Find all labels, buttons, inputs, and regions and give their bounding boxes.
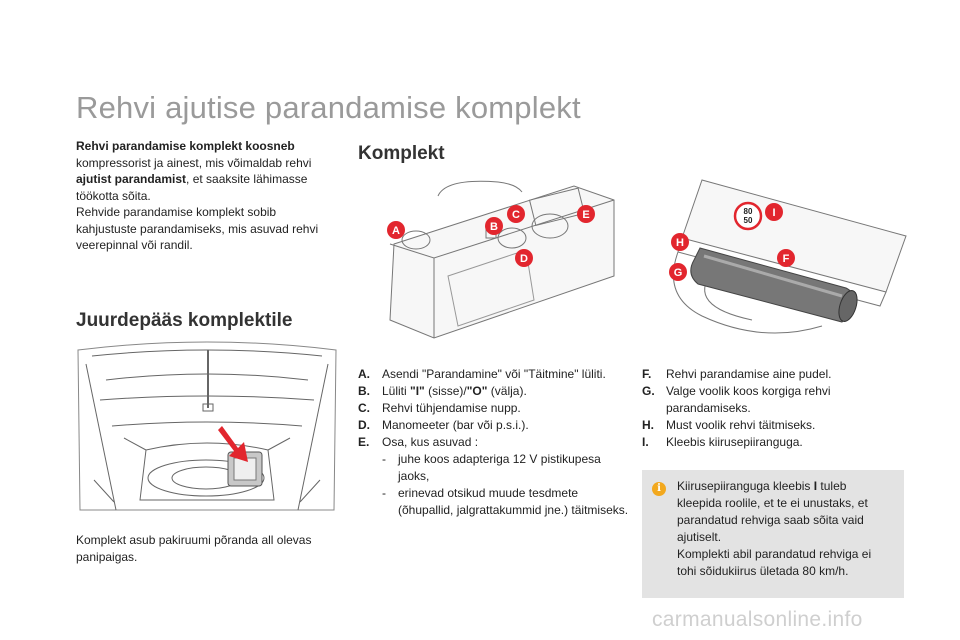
watermark: carmanualsonline.info <box>652 608 863 631</box>
legend-item-e: E. Osa, kus asuvad : <box>358 435 479 449</box>
legend-item-d: D. Manomeeter (bar või p.s.i.). <box>358 418 529 432</box>
bottle-callout-H <box>671 233 689 251</box>
legend-item-i: I. Kleebis kiirusepiiranguga. <box>642 435 803 449</box>
svg-text:F: F <box>782 253 790 265</box>
svg-text:I: I <box>772 207 776 219</box>
legend-subitem: - juhe koos adapteriga 12 V pistikupesa jaoks, <box>382 452 601 483</box>
access-heading: Juurdepääs komplektile <box>76 310 293 331</box>
legend-subitem: - erinevad otsikud muude tesdmete (õhupallid, jalgrattakummid jne.) täitmiseks. <box>382 486 629 517</box>
svg-text:50: 50 <box>743 216 753 225</box>
intro-paragraph-1: kompressorist ja ainest, mis võimaldab rehvi ajutist parandamist, et saaksite lähimasse töökotta sõita. <box>76 155 312 203</box>
svg-text:A: A <box>392 225 400 237</box>
note-text: Kiirusepiiranguga kleebis I tuleb kleepida roolile, et te ei unustaks, et parandatud rehviga saab sõita vaid ajutiselt. Komplekti abil parandatud rehviga ei tohi sõidukiirus ületada 80 km/h. <box>677 479 872 578</box>
bottle-legend <box>642 366 908 451</box>
bottle-callout-I <box>765 203 783 221</box>
svg-text:H: H <box>676 237 684 249</box>
legend-item-g: G. Valge voolik koos korgiga rehvi parandamiseks. <box>642 384 831 415</box>
page-title: Rehvi ajutise parandamise komplekt <box>76 90 581 125</box>
info-icon: i <box>652 482 666 496</box>
kit-callout-C <box>507 205 525 223</box>
svg-text:E: E <box>582 209 590 221</box>
legend-item-c: C. Rehvi tühjendamise nupp. <box>358 401 521 415</box>
svg-text:G: G <box>673 267 683 279</box>
svg-text:B: B <box>490 221 498 233</box>
intro-paragraph-2: Rehvide parandamise komplekt sobib kahjustuste parandamiseks, mis asuvad rehvi veerepinnal või randil. <box>76 205 319 252</box>
kit-callout-A <box>387 221 405 239</box>
legend-item-f: F. Rehvi parandamise aine pudel. <box>642 367 832 381</box>
kit-callout-D <box>515 249 533 267</box>
svg-text:D: D <box>520 253 528 265</box>
bottle-callout-F <box>777 249 795 267</box>
bottle-illustration <box>642 176 914 344</box>
svg-text:C: C <box>512 209 520 221</box>
kit-legend <box>358 366 630 519</box>
kit-callout-E <box>577 205 595 223</box>
trunk-illustration <box>76 340 338 512</box>
legend-item-a: A. Asendi "Parandamine" või "Täitmine" lüliti. <box>358 367 606 381</box>
info-note <box>642 470 904 598</box>
intro-lead: Rehvi parandamise komplekt koosneb <box>76 139 295 153</box>
kit-callout-B <box>485 217 503 235</box>
intro-text <box>76 138 338 254</box>
legend-item-b: B. Lüliti "I" (sisse)/"O" (välja). <box>358 384 527 398</box>
kit-illustration <box>386 180 618 340</box>
access-caption: Komplekt asub pakiruumi põranda all olevas panipaigas. <box>76 533 312 564</box>
kit-heading: Komplekt <box>358 143 445 164</box>
bottle-callout-G <box>669 263 687 281</box>
legend-item-h: H. Must voolik rehvi täitmiseks. <box>642 418 816 432</box>
svg-text:80: 80 <box>743 207 753 216</box>
